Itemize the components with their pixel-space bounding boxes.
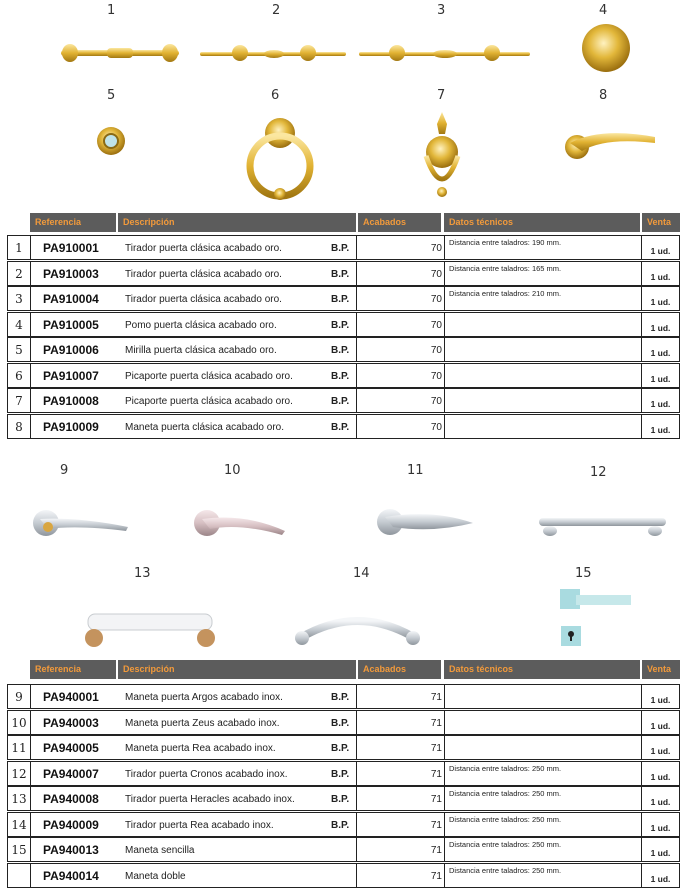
sale-unit: 1 ud. (641, 762, 679, 785)
row-index: 11 (7, 735, 30, 760)
bp-label: B.P. (331, 243, 350, 254)
table-row (7, 414, 680, 439)
row-index: 8 (7, 414, 30, 439)
bp-label: B.P. (331, 717, 350, 729)
sale-unit: 1 ud. (641, 415, 679, 438)
bp-label: B.P. (331, 421, 350, 433)
sale-unit: 1 ud. (641, 389, 679, 412)
row-index: 5 (7, 337, 30, 362)
technical-data (444, 736, 641, 759)
product-number-1: 1 (107, 3, 116, 18)
header-acabados: Acabados (358, 213, 441, 232)
row-index: 6 (7, 363, 30, 388)
product-number-5: 5 (107, 88, 116, 103)
product-number-10: 10 (224, 463, 241, 478)
steel-pull-handle-13-image (80, 610, 220, 650)
technical-data (444, 389, 641, 412)
table-row (7, 363, 680, 388)
gold-door-knocker-ring-image (243, 113, 318, 203)
row-body (30, 388, 680, 413)
technical-data (444, 313, 641, 336)
description: Maneta puerta clásica acabado oro. (125, 421, 284, 433)
product-number-7: 7 (437, 88, 446, 103)
finish-code: 71 (356, 787, 444, 810)
product-number-12: 12 (590, 465, 607, 480)
product-number-13: 13 (134, 566, 151, 581)
table-row (7, 286, 680, 311)
description: Maneta doble (125, 870, 186, 882)
header-datos-tecnicos: Datos técnicos (444, 660, 640, 679)
row-body (30, 286, 680, 311)
row-body (30, 786, 680, 811)
bp-label: B.P. (331, 819, 350, 831)
technical-data (444, 415, 641, 438)
finish-code: 71 (356, 813, 444, 836)
reference-code: PA910005 (43, 317, 99, 332)
description: Tirador puerta clásica acabado oro. (125, 294, 282, 305)
reference-code: PA910001 (43, 241, 99, 255)
reference-code: PA940008 (43, 792, 99, 806)
gold-knob-image (580, 22, 632, 74)
row-index: 13 (7, 786, 30, 811)
gold-door-knocker-image (418, 110, 466, 202)
reference-code: PA910003 (43, 266, 99, 281)
bp-label: B.P. (331, 294, 350, 305)
header-acabados: Acabados (358, 660, 441, 679)
reference-code: PA910006 (43, 343, 99, 357)
table-row (7, 837, 680, 862)
table-row (7, 786, 680, 811)
bp-label: B.P. (331, 345, 350, 356)
sale-unit: 1 ud. (641, 262, 679, 285)
gold-pull-handle-1-image (55, 40, 185, 68)
row-index: 1 (7, 235, 30, 260)
sale-unit: 1 ud. (641, 236, 679, 259)
bp-label: B.P. (331, 794, 350, 805)
product-number-4: 4 (599, 3, 608, 18)
description: Maneta puerta Argos acabado inox. (125, 692, 283, 703)
finish-code: 70 (356, 262, 444, 285)
row-index: 7 (7, 388, 30, 413)
finish-code: 71 (356, 736, 444, 759)
bp-label: B.P. (331, 268, 350, 280)
finish-code: 71 (356, 711, 444, 734)
description: Tirador puerta Cronos acabado inox. (125, 768, 288, 780)
sale-unit: 1 ud. (641, 287, 679, 310)
gold-pull-handle-3-image (357, 42, 532, 66)
bp-label: B.P. (331, 396, 350, 407)
technical-data: Distancia entre taladros: 190 mm. (444, 236, 641, 259)
product-number-11: 11 (407, 463, 424, 478)
header-datos-tecnicos: Datos técnicos (444, 213, 640, 232)
row-body (30, 337, 680, 362)
bp-label: B.P. (331, 370, 350, 382)
table-row (7, 235, 680, 260)
description: Maneta puerta Zeus acabado inox. (125, 717, 280, 729)
technical-data: Distancia entre taladros: 210 mm. (444, 287, 641, 310)
description: Tirador puerta Rea acabado inox. (125, 819, 274, 831)
row-index: 10 (7, 710, 30, 735)
finish-code: 70 (356, 364, 444, 387)
reference-code: PA940007 (43, 766, 99, 781)
description: Tirador puerta clásica acabado oro. (125, 243, 282, 254)
product-number-8: 8 (599, 88, 608, 103)
row-index (7, 863, 30, 888)
reference-code: PA910004 (43, 292, 99, 306)
row-index: 3 (7, 286, 30, 311)
technical-data (444, 364, 641, 387)
product-number-14: 14 (353, 566, 370, 581)
sale-unit: 1 ud. (641, 338, 679, 361)
finish-code: 71 (356, 838, 444, 861)
row-body (30, 235, 680, 260)
row-body (30, 837, 680, 862)
product-number-3: 3 (437, 3, 446, 18)
bp-label: B.P. (331, 768, 350, 780)
description: Maneta puerta Rea acabado inox. (125, 743, 276, 754)
technical-data: Distancia entre taladros: 165 mm. (444, 262, 641, 285)
bp-label: B.P. (331, 319, 350, 331)
row-index: 2 (7, 261, 30, 286)
row-index: 9 (7, 684, 30, 709)
row-index: 4 (7, 312, 30, 337)
reference-code: PA940005 (43, 741, 99, 755)
sale-unit: 1 ud. (641, 685, 679, 708)
finish-code: 71 (356, 685, 444, 708)
description: Tirador puerta clásica acabado oro. (125, 268, 282, 280)
row-index: 14 (7, 812, 30, 837)
header-venta: Venta (642, 213, 680, 232)
technical-data (444, 338, 641, 361)
bp-label: B.P. (331, 743, 350, 754)
finish-code: 70 (356, 287, 444, 310)
technical-data (444, 711, 641, 734)
header-descripcion: Descripción (118, 213, 356, 232)
description: Mirilla puerta clásica acabado oro. (125, 345, 277, 356)
row-body (30, 761, 680, 786)
table-row (7, 863, 680, 888)
finish-code: 70 (356, 338, 444, 361)
steel-pull-handle-12-image (535, 512, 670, 538)
header-referencia: Referencia (30, 213, 116, 232)
table-row (7, 312, 680, 337)
row-body (30, 363, 680, 388)
row-body (30, 414, 680, 439)
key-plate-15-image (560, 625, 582, 647)
technical-data: Distancia entre taladros: 250 mm. (444, 864, 641, 887)
sale-unit: 1 ud. (641, 364, 679, 387)
reference-code: PA940014 (43, 868, 99, 883)
product-number-2: 2 (272, 3, 281, 18)
table-row (7, 337, 680, 362)
finish-code: 70 (356, 236, 444, 259)
reference-code: PA940001 (43, 690, 99, 704)
description: Picaporte puerta clásica acabado oro. (125, 396, 293, 407)
bp-label: B.P. (331, 692, 350, 703)
sale-unit: 1 ud. (641, 813, 679, 836)
technical-data (444, 685, 641, 708)
steel-lever-handle-10-image (190, 505, 290, 541)
sale-unit: 1 ud. (641, 313, 679, 336)
description: Tirador puerta Heracles acabado inox. (125, 794, 295, 805)
gold-peephole-image (95, 125, 127, 157)
technical-data: Distancia entre taladros: 250 mm. (444, 813, 641, 836)
reference-code: PA940003 (43, 715, 99, 730)
finish-code: 71 (356, 864, 444, 887)
lever-handle-15-image (558, 587, 633, 612)
reference-code: PA940013 (43, 843, 99, 857)
row-body (30, 812, 680, 837)
technical-data: Distancia entre taladros: 250 mm. (444, 787, 641, 810)
reference-code: PA910007 (43, 368, 99, 383)
description: Pomo puerta clásica acabado oro. (125, 319, 277, 331)
row-body (30, 684, 680, 709)
reference-code: PA910008 (43, 394, 99, 408)
table-row (7, 684, 680, 709)
product-number-9: 9 (60, 463, 69, 478)
description: Picaporte puerta clásica acabado oro. (125, 370, 293, 382)
table-row (7, 388, 680, 413)
sale-unit: 1 ud. (641, 711, 679, 734)
sale-unit: 1 ud. (641, 864, 679, 887)
sale-unit: 1 ud. (641, 787, 679, 810)
row-body (30, 735, 680, 760)
row-index: 15 (7, 837, 30, 862)
technical-data: Distancia entre taladros: 250 mm. (444, 838, 641, 861)
table-row (7, 710, 680, 735)
steel-lever-handle-11-image (373, 505, 478, 541)
table-row (7, 812, 680, 837)
finish-code: 70 (356, 415, 444, 438)
technical-data: Distancia entre taladros: 250 mm. (444, 762, 641, 785)
row-body (30, 710, 680, 735)
sale-unit: 1 ud. (641, 838, 679, 861)
row-body (30, 863, 680, 888)
header-referencia: Referencia (30, 660, 116, 679)
product-number-6: 6 (271, 88, 280, 103)
row-body (30, 261, 680, 286)
table-row (7, 735, 680, 760)
steel-pull-handle-14-image (290, 610, 425, 646)
finish-code: 70 (356, 313, 444, 336)
row-index: 12 (7, 761, 30, 786)
gold-pull-handle-2-image (198, 42, 348, 66)
sale-unit: 1 ud. (641, 736, 679, 759)
table-row (7, 261, 680, 286)
reference-code: PA940009 (43, 817, 99, 832)
finish-code: 71 (356, 762, 444, 785)
header-venta: Venta (642, 660, 680, 679)
row-body (30, 312, 680, 337)
header-descripcion: Descripción (118, 660, 356, 679)
reference-code: PA910009 (43, 419, 99, 434)
gold-lever-handle-image (560, 125, 660, 160)
description: Maneta sencilla (125, 845, 195, 856)
table-row (7, 761, 680, 786)
steel-lever-handle-9-image (28, 505, 133, 541)
finish-code: 70 (356, 389, 444, 412)
product-number-15: 15 (575, 566, 592, 581)
